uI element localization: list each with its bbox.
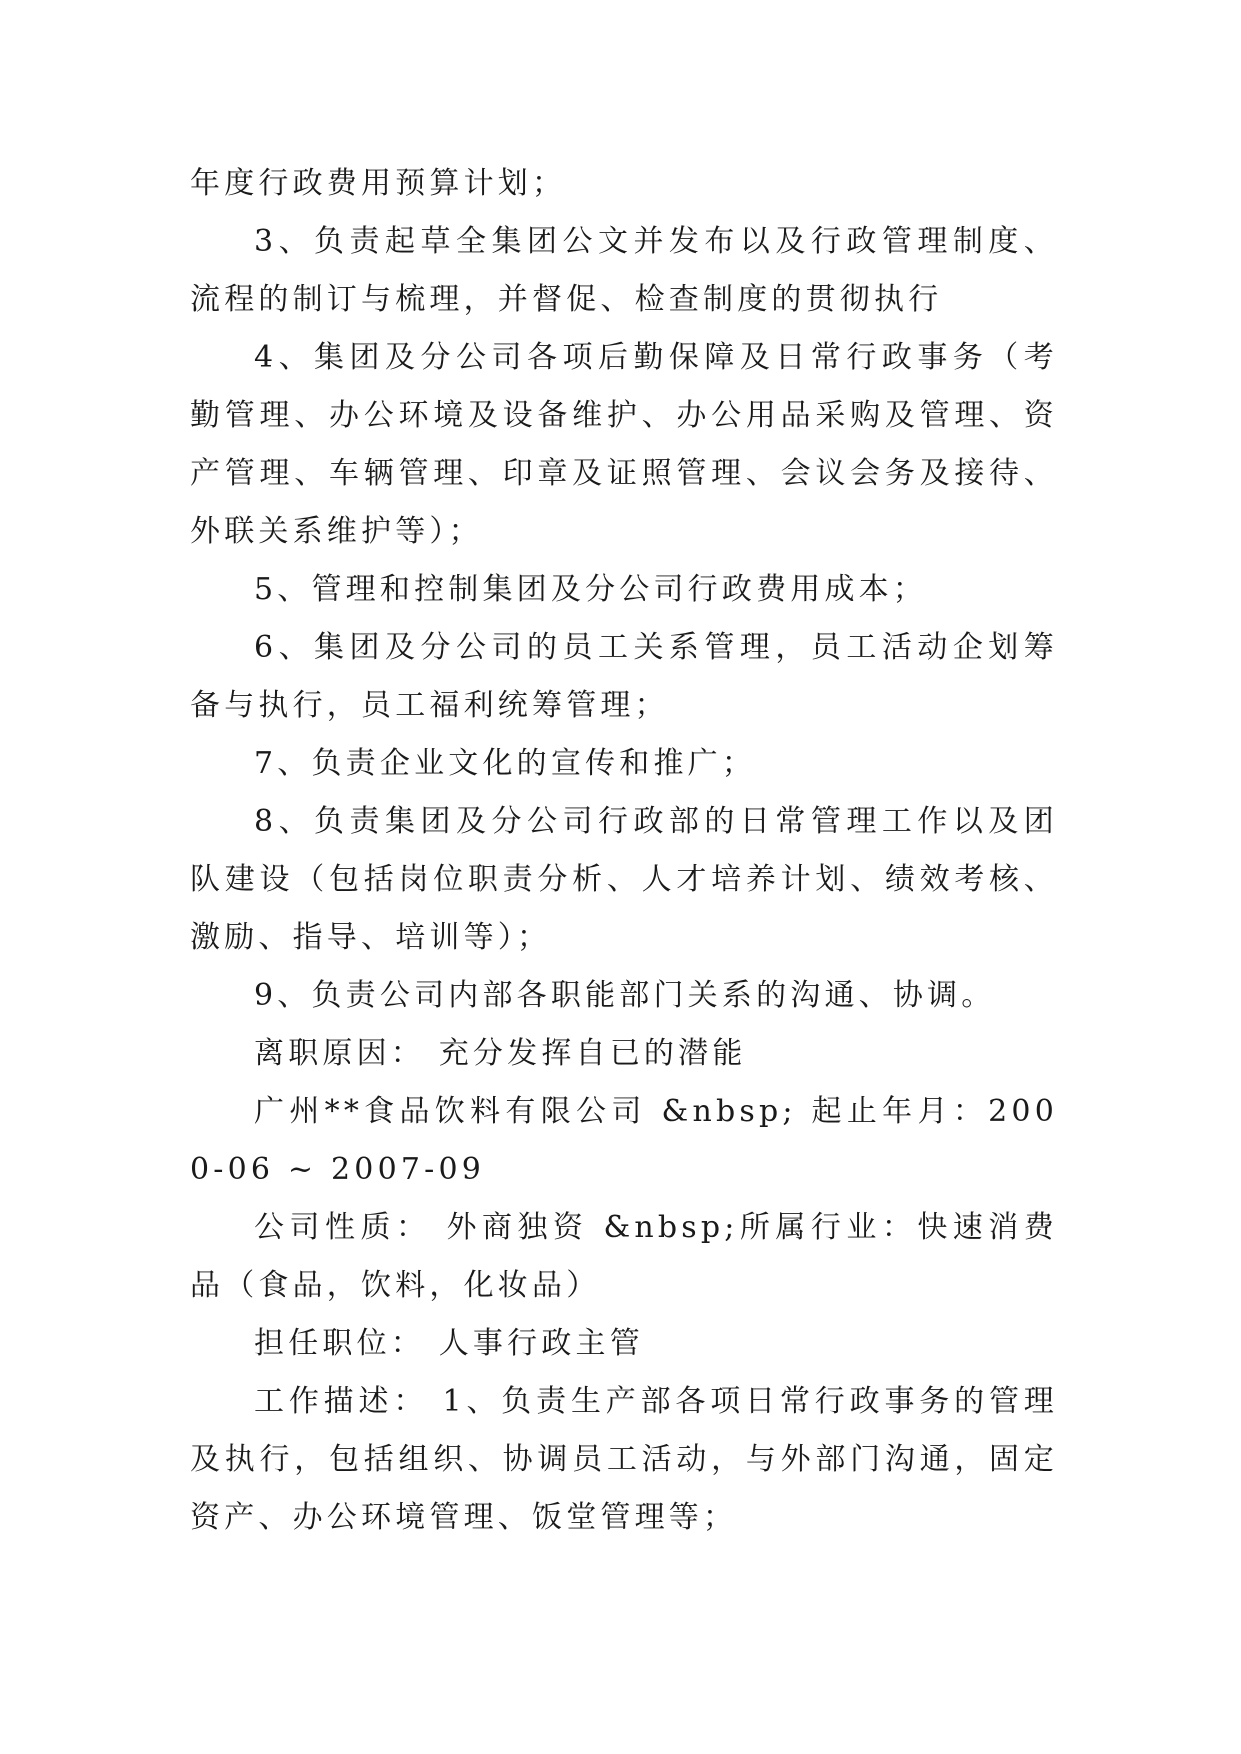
paragraph-company-type: 公司性质： 外商独资 &nbsp;所属行业：快速消费品（食品，饮料，化妆品） bbox=[190, 1210, 1058, 1303]
paragraph-item-9: 9、负责公司内部各职能部门关系的沟通、协调。 bbox=[254, 978, 996, 1013]
paragraph-item-8: 8、负责集团及分公司行政部的日常管理工作以及团队建设（包括岗位职责分析、人才培养计划、绩效考核、激励、指导、培训等）； bbox=[190, 804, 1058, 955]
paragraph-position: 担任职位： 人事行政主管 bbox=[254, 1326, 644, 1361]
paragraph-item-4: 4、集团及分公司各项后勤保障及日常行政事务（考勤管理、办公环境及设备维护、办公用品采购及管理、资产管理、车辆管理、印章及证照管理、会议会务及接待、外联关系维护等）； bbox=[190, 340, 1058, 549]
document-body bbox=[190, 155, 1058, 1547]
paragraph-item-3: 3、负责起草全集团公文并发布以及行政管理制度、流程的制订与梳理，并督促、检查制度的贯彻执行 bbox=[190, 224, 1058, 317]
paragraph-item-6: 6、集团及分公司的员工关系管理，员工活动企划筹备与执行，员工福利统筹管理； bbox=[190, 630, 1058, 723]
paragraph-budget-plan: 年度行政费用预算计划； bbox=[190, 166, 567, 201]
paragraph-item-5: 5、管理和控制集团及分公司行政费用成本； bbox=[254, 572, 928, 607]
paragraph-item-7: 7、负责企业文化的宣传和推广； bbox=[254, 746, 757, 781]
paragraph-company-period: 广州**食品饮料有限公司 &nbsp; 起止年月：2000-06 ~ 2007-09 bbox=[190, 1094, 1058, 1187]
paragraph-job-description: 工作描述： 1、负责生产部各项日常行政事务的管理及执行，包括组织、协调员工活动，与外部门沟通，固定资产、办公环境管理、饭堂管理等； bbox=[190, 1384, 1058, 1535]
paragraph-leave-reason: 离职原因： 充分发挥自已的潜能 bbox=[254, 1036, 747, 1071]
